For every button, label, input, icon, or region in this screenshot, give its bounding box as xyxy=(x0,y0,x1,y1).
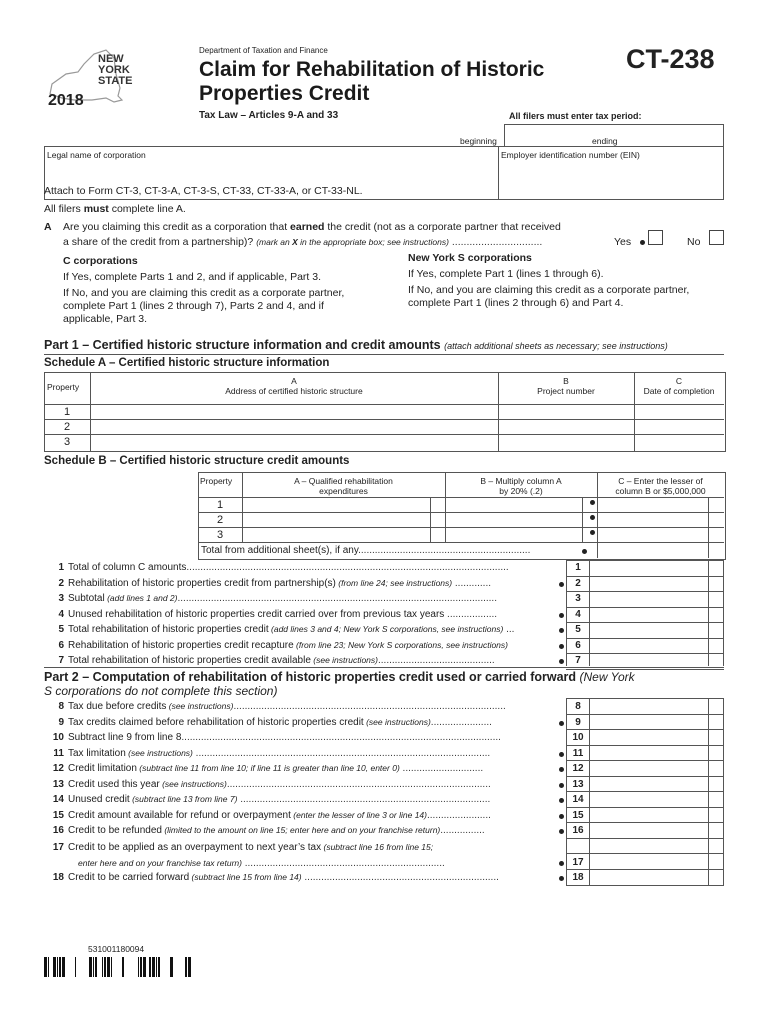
line-18-text: Credit to be carried forward (subtract line 15 from line 14) ...................................................................... xyxy=(68,872,499,883)
sched-a-project-field[interactable] xyxy=(500,405,632,449)
yes-marker-icon xyxy=(640,240,645,245)
line-5-field[interactable] xyxy=(590,623,708,637)
required-marker-icon xyxy=(559,644,564,649)
sched-b-row-2: 2 xyxy=(216,514,224,526)
sched-b-col-b-field[interactable] xyxy=(447,498,581,541)
yes-checkbox[interactable] xyxy=(648,230,663,245)
line-a-question-cont: a share of the credit from a partnership)? (mark an X in the appropriate box; see instructions) ............................... xyxy=(63,236,543,248)
line-3-field[interactable] xyxy=(590,592,708,606)
line-6-field[interactable] xyxy=(590,639,708,653)
required-marker-icon xyxy=(582,549,587,554)
sched-b-row-3: 3 xyxy=(216,529,224,541)
no-label: No xyxy=(687,236,701,248)
line-13-number: 13 xyxy=(52,778,64,790)
line-16-box-number: 16 xyxy=(572,825,584,836)
required-marker-icon xyxy=(590,530,595,535)
line-9-text: Tax credits claimed before rehabilitation of historic properties credit (see instructions)...................... xyxy=(68,716,492,728)
line-10-field[interactable] xyxy=(590,731,708,745)
line-18-field[interactable] xyxy=(590,870,708,884)
all-filers-line: All filers must complete line A. xyxy=(44,203,186,215)
required-marker-icon xyxy=(559,659,564,664)
sched-a-col-a-header: A Address of certified historic structure xyxy=(225,376,363,396)
line-16-field[interactable] xyxy=(590,824,708,838)
beginning-date-field[interactable] xyxy=(505,125,595,145)
logo-line-2: YORK xyxy=(98,64,130,76)
line-1-box-number: 1 xyxy=(575,562,581,573)
line-4-text: Unused rehabilitation of historic properties credit carried over from previous tax years .................. xyxy=(68,608,498,620)
schedule-b-title: Schedule B – Certified historic structure credit amounts xyxy=(44,455,350,467)
line-16-number: 16 xyxy=(52,825,64,836)
line-4-box-number: 4 xyxy=(575,608,581,620)
line-14-text: Unused credit (subtract line 13 from line 7) .......................................................................................... xyxy=(68,794,491,805)
line-1-number: 1 xyxy=(58,562,64,573)
required-marker-icon xyxy=(559,829,564,834)
ein-field[interactable] xyxy=(500,162,722,198)
required-marker-icon xyxy=(559,582,564,587)
line-16-text: Credit to be refunded (limited to the amount on line 15; enter here and on your franchise return)................ xyxy=(68,825,485,836)
sched-b-col-a-field[interactable] xyxy=(244,498,429,541)
line-8-number: 8 xyxy=(58,701,64,712)
line-a-letter: A xyxy=(44,221,52,233)
sched-a-row-3: 3 xyxy=(63,436,71,448)
line-12-text: Credit limitation (subtract line 11 from line 10; if line 11 is greater than line 10, enter 0) ............................. xyxy=(68,763,484,774)
logo-line-3: STATE xyxy=(98,75,133,87)
line-9-number: 9 xyxy=(58,716,64,728)
sched-a-date-field[interactable] xyxy=(636,405,722,449)
line-10-box-number: 10 xyxy=(572,732,584,743)
line-12-box-number: 12 xyxy=(572,763,584,774)
line-10-number: 10 xyxy=(52,732,64,743)
schedule-a-title: Schedule A – Certified historic structure information xyxy=(44,357,330,369)
tax-law-subtitle: Tax Law – Articles 9-A and 33 xyxy=(199,110,339,121)
barcode-number: 531001180094 xyxy=(88,944,145,954)
line-6-number: 6 xyxy=(58,639,64,651)
line-7-number: 7 xyxy=(58,655,64,666)
sched-a-row-2: 2 xyxy=(63,421,71,433)
line-14-field[interactable] xyxy=(590,793,708,807)
part-1-title: Part 1 – Certified historic structure information and credit amounts (attach additional sheets as necessary; see instructions) xyxy=(44,338,668,352)
ein-label: Employer identification number (EIN) xyxy=(501,150,640,160)
line-12-number: 12 xyxy=(52,763,64,774)
sched-a-address-field[interactable] xyxy=(92,405,496,449)
line-13-text: Credit used this year (see instructions)............................................................................................... xyxy=(68,778,491,790)
sched-a-row-1: 1 xyxy=(63,406,71,418)
department-name: Department of Taxation and Finance xyxy=(199,46,328,55)
required-marker-icon xyxy=(559,613,564,618)
ending-label: ending xyxy=(592,136,618,146)
line-8-box-number: 8 xyxy=(575,701,581,712)
form-title-line-1: Claim for Rehabilitation of Historic xyxy=(199,58,545,81)
c-corp-no: If No, and you are claiming this credit as a corporate partner, complete Part 1 (lines 2 through 7), Parts 2 and 4, and if applicable, Part 3. xyxy=(63,287,345,325)
line-3-box-number: 3 xyxy=(575,593,581,604)
required-marker-icon xyxy=(559,752,564,757)
form-title xyxy=(199,58,544,106)
line-11-text: Tax limitation (see instructions) .......................................................................................................... xyxy=(68,747,491,759)
required-marker-icon xyxy=(559,861,564,866)
s-corp-no: If No, and you are claiming this credit as a corporate partner, complete Part 1 (lines 2 through 6) and Part 4. xyxy=(408,284,690,309)
form-year: 2018 xyxy=(48,92,84,109)
required-marker-icon xyxy=(559,876,564,881)
sched-a-col-b-header: B Project number xyxy=(537,376,595,396)
line-18-number: 18 xyxy=(52,872,64,883)
line-5-text: Total rehabilitation of historic properties credit (add lines 3 and 4; New York S corporations, see instructions) ... xyxy=(68,624,515,635)
form-id: CT-238 xyxy=(626,44,715,74)
line-2-number: 2 xyxy=(58,577,64,589)
line-15-field[interactable] xyxy=(590,809,708,823)
line-8-text: Tax due before credits (see instructions).................................................................................................. xyxy=(68,701,506,712)
required-marker-icon xyxy=(559,721,564,726)
line-10-text: Subtract line 9 from line 8................................................................................................................... xyxy=(68,732,501,743)
logo-line-1: NEW xyxy=(98,53,124,65)
no-checkbox[interactable] xyxy=(709,230,724,245)
required-marker-icon xyxy=(559,767,564,772)
line-9-field[interactable] xyxy=(590,716,708,730)
attach-instruction: Attach to Form CT-3, CT-3-A, CT-3-S, CT-33, CT-33-A, or CT-33-NL. xyxy=(44,185,363,197)
line-14-box-number: 14 xyxy=(572,794,584,805)
line-2-field[interactable] xyxy=(590,577,708,591)
sched-b-col-b-header: B – Multiply column A by 20% (.2) xyxy=(480,476,562,496)
c-corp-heading: C corporations xyxy=(63,255,138,267)
sched-b-total-label: Total from additional sheet(s), if any.............................................................. xyxy=(201,545,531,556)
sched-a-property-header: Property xyxy=(47,382,80,392)
line-7-box-number: 7 xyxy=(575,655,581,666)
line-8-field[interactable] xyxy=(590,700,708,714)
line-4-number: 4 xyxy=(58,608,64,620)
line-4-field[interactable] xyxy=(590,608,708,622)
state-logo xyxy=(44,44,154,114)
yes-label: Yes xyxy=(614,236,632,248)
sched-b-col-c-header: C – Enter the lesser of column B or $5,000,000 xyxy=(615,476,706,496)
line-15-text: Credit amount available for refund or overpayment (enter the lesser of line 3 or line 14)....................... xyxy=(68,809,491,821)
part-2-note: S corporations do not complete this section) xyxy=(44,684,278,698)
line-18-box-number: 18 xyxy=(572,872,584,883)
line-9-box-number: 9 xyxy=(575,716,581,728)
sched-b-col-a-header: A – Qualified rehabilitation expenditures xyxy=(294,476,393,496)
line-7-text: Total rehabilitation of historic properties credit available (see instructions).......................................... xyxy=(68,655,495,666)
line-12-field[interactable] xyxy=(590,762,708,776)
line-17-number: 17 xyxy=(52,842,64,853)
barcode-icon xyxy=(44,957,194,977)
required-marker-icon xyxy=(559,814,564,819)
line-11-field[interactable] xyxy=(590,747,708,761)
sched-b-col-c-field[interactable] xyxy=(599,498,707,557)
s-corp-heading: New York S corporations xyxy=(408,252,532,264)
form-title-line-2: Properties Credit xyxy=(199,82,370,105)
line-17-text: Credit to be applied as an overpayment to next year’s tax (subtract line 16 from line 15; xyxy=(68,842,434,853)
line-3-number: 3 xyxy=(58,593,64,604)
line-6-box-number: 6 xyxy=(575,639,581,651)
line-15-box-number: 15 xyxy=(572,809,584,821)
ending-date-field[interactable] xyxy=(625,125,722,145)
line-5-number: 5 xyxy=(58,624,64,635)
line-11-box-number: 11 xyxy=(572,747,584,759)
line-15-number: 15 xyxy=(52,809,64,821)
required-marker-icon xyxy=(559,628,564,633)
part-2-title: Part 2 – Computation of rehabilitation of historic properties credit used or carried forward (New York xyxy=(44,670,635,684)
beginning-label: beginning xyxy=(460,136,497,146)
sched-b-property-header: Property xyxy=(200,476,233,486)
required-marker-icon xyxy=(559,798,564,803)
line-6-text: Rehabilitation of historic properties credit recapture (from line 23; New York S corporations, see instructions) xyxy=(68,639,508,651)
c-corp-yes: If Yes, complete Parts 1 and 2, and if applicable, Part 3. xyxy=(63,271,321,283)
line-17-box-number: 17 xyxy=(572,857,584,868)
line-5-box-number: 5 xyxy=(575,624,581,635)
required-marker-icon xyxy=(559,783,564,788)
line-11-number: 11 xyxy=(53,747,64,759)
line-7-field[interactable] xyxy=(590,654,708,668)
line-17-text-cont: enter here and on your franchise tax return) ........................................................................ xyxy=(78,858,445,869)
required-marker-icon xyxy=(590,500,595,505)
line-3-text: Subtotal (add lines 1 and 2)................................................................................................................... xyxy=(68,593,497,604)
tax-period-note: All filers must enter tax period: xyxy=(509,111,642,121)
sched-b-row-1: 1 xyxy=(216,499,224,511)
s-corp-yes: If Yes, complete Part 1 (lines 1 through 6). xyxy=(408,268,604,280)
line-14-number: 14 xyxy=(52,794,64,805)
line-a-question: Are you claiming this credit as a corporation that earned the credit (not as a corporate partner that received xyxy=(63,221,561,233)
line-2-box-number: 2 xyxy=(575,577,581,589)
line-2-text: Rehabilitation of historic properties credit from partnership(s) (from line 24; see instructions) ............. xyxy=(68,577,492,589)
required-marker-icon xyxy=(590,515,595,520)
line-13-field[interactable] xyxy=(590,778,708,792)
sched-a-col-c-header: C Date of completion xyxy=(643,376,715,396)
line-1-text: Total of column C amounts.................................................................................................................... xyxy=(68,562,509,573)
line-17-field[interactable] xyxy=(590,855,708,869)
line-1-field[interactable] xyxy=(590,561,708,575)
legal-name-label: Legal name of corporation xyxy=(47,150,146,160)
line-13-box-number: 13 xyxy=(572,778,584,790)
